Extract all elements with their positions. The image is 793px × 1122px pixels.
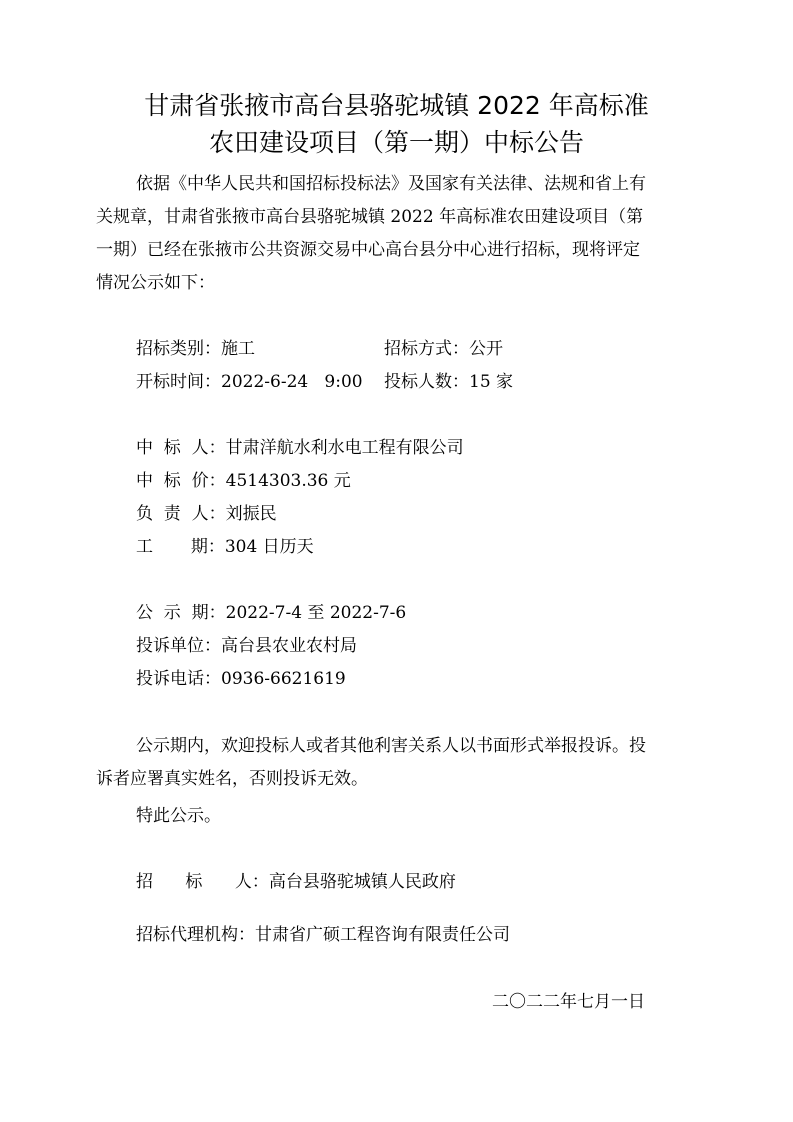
bidder-count-value: 15 家: [469, 372, 514, 392]
tender-method-value: 公开: [469, 339, 503, 359]
title-line-2: 农田建设项目（第一期）中标公告: [208, 128, 584, 157]
winner: [136, 436, 464, 460]
winning-price: [136, 469, 351, 493]
project-manager-value: 刘振民: [225, 504, 277, 524]
intro-line-1: 依据《中华人民共和国招标投标法》及国家有关法律、法规和省上有: [136, 174, 646, 194]
complaint-unit: [136, 634, 357, 658]
complaint-phone-label: 投诉电话：: [136, 669, 221, 689]
agency-label: 招标代理机构：: [136, 925, 255, 945]
tender-category: [136, 337, 255, 361]
publicity-period-label: 公 示 期：: [136, 603, 226, 623]
winner-label: 中 标 人：: [136, 438, 226, 458]
closing-line-2: 诉者应署真实姓名，否则投诉无效。: [96, 769, 368, 789]
open-time-value: 2022-6-24 9:00: [221, 372, 363, 392]
construction-duration-label: 工 期：: [136, 537, 225, 557]
bidder-count: [384, 370, 513, 394]
open-time-label: 开标时间：: [136, 372, 221, 392]
open-time: [136, 370, 363, 394]
tender-method-label: 招标方式：: [384, 339, 469, 359]
title-line-1: 甘肃省张掖市高台县骆驼城镇 2022 年高标准: [144, 91, 649, 120]
closing-line-3: 特此公示。: [136, 806, 221, 826]
complaint-unit-value: 高台县农业农村局: [221, 636, 357, 656]
winning-price-value: 4514303.36 元: [225, 471, 351, 491]
publicity-period-value: 2022-7-4 至 2022-7-6: [225, 603, 407, 623]
project-manager-label: 负 责 人：: [136, 504, 226, 524]
winner-value: 甘肃洋航水利水电工程有限公司: [225, 438, 464, 458]
tender-category-label: 招标类别：: [136, 339, 221, 359]
complaint-phone: [136, 667, 346, 691]
announcement-date: 二〇二二年七月一日: [492, 992, 645, 1012]
tenderer: [136, 870, 456, 894]
intro-line-3: 一期）已经在张掖市公共资源交易中心高台县分中心进行招标，现将评定: [96, 240, 640, 260]
intro-line-2: 关规章，甘肃省张掖市高台县骆驼城镇 2022 年高标准农田建设项目（第: [96, 207, 644, 227]
publicity-period: [136, 601, 406, 625]
tender-method: [384, 337, 503, 361]
winning-price-label: 中 标 价：: [136, 471, 226, 491]
tenderer-label: 招 标 人：: [136, 872, 269, 892]
closing-line-1: 公示期内，欢迎投标人或者其他利害关系人以书面形式举报投诉。投: [136, 736, 646, 756]
tenderer-value: 高台县骆驼城镇人民政府: [268, 872, 456, 892]
construction-duration-value: 304 日历天: [224, 537, 314, 557]
complaint-phone-value: 0936-6621619: [221, 669, 346, 689]
agency: [136, 923, 510, 947]
complaint-unit-label: 投诉单位：: [136, 636, 221, 656]
intro-line-4: 情况公示如下：: [96, 273, 215, 293]
project-manager: [136, 502, 277, 526]
agency-value: 甘肃省广硕工程咨询有限责任公司: [255, 925, 510, 945]
bidder-count-label: 投标人数：: [384, 372, 469, 392]
tender-category-value: 施工: [221, 339, 255, 359]
construction-duration: [136, 535, 314, 559]
